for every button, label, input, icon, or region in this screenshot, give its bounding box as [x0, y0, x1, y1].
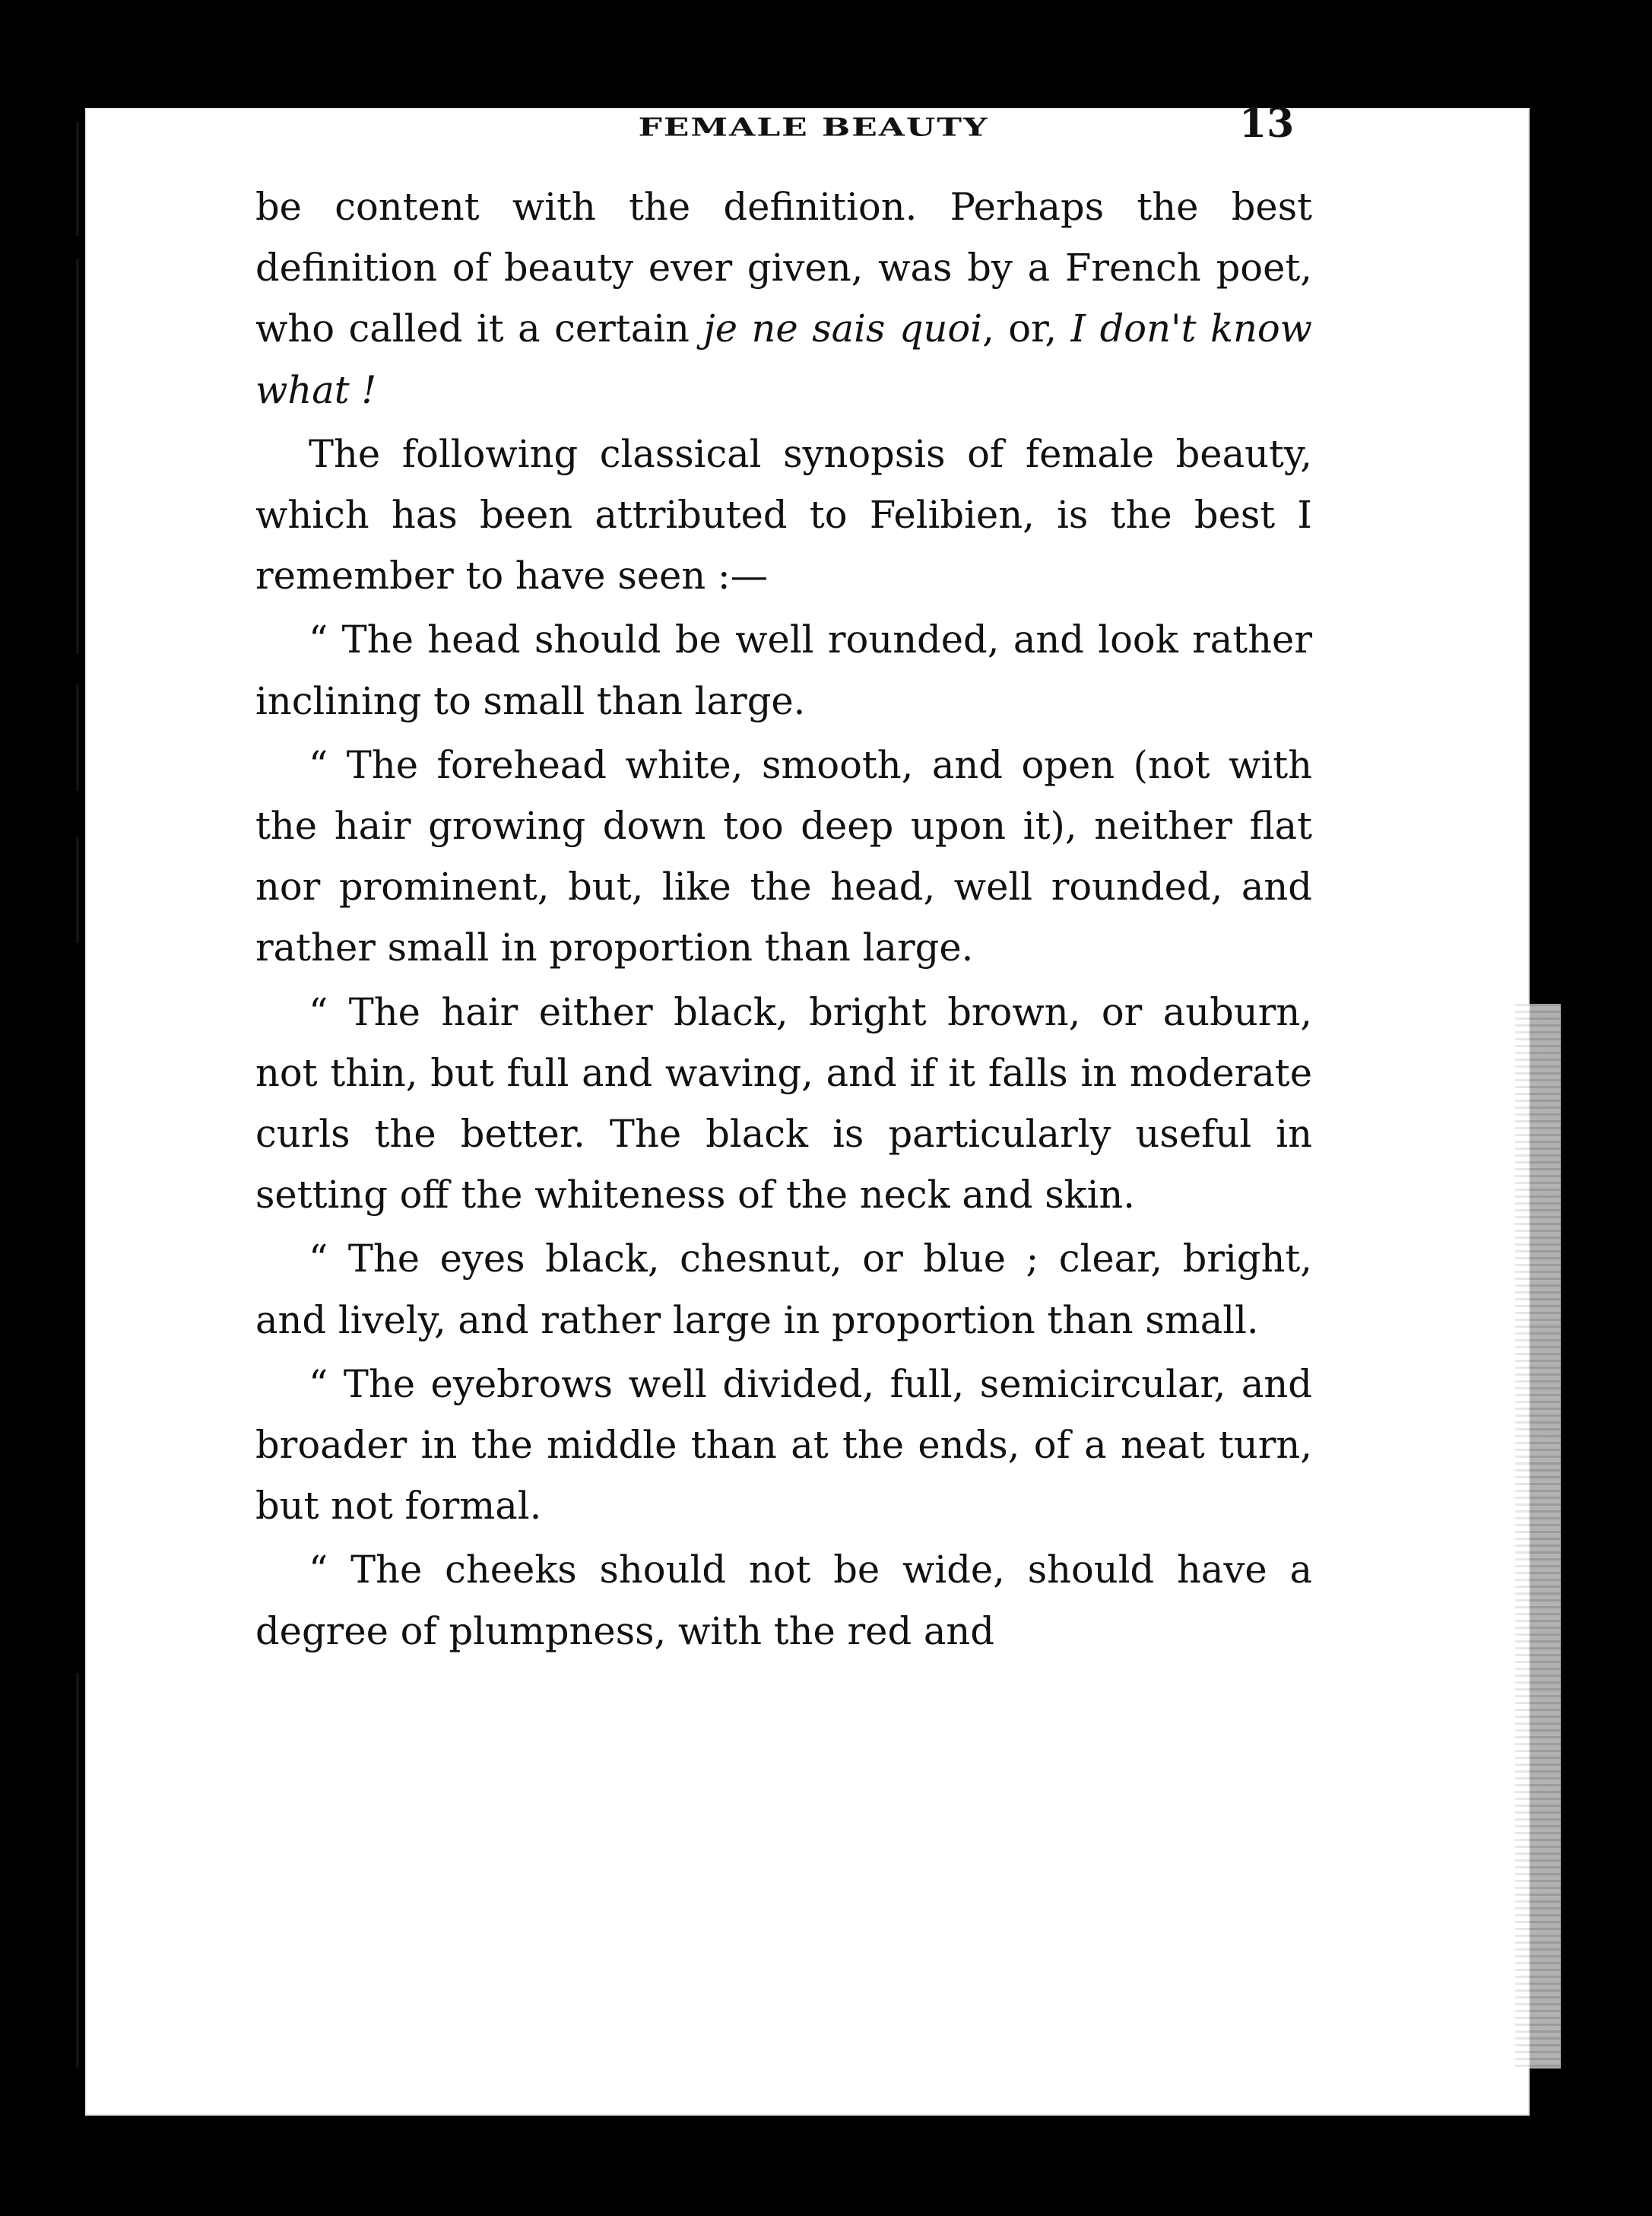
text-run: “ The cheeks should not be wide, should have a degree of plumpness, with the red and	[255, 1548, 1312, 1653]
italic-phrase: je ne sais quoi	[703, 306, 983, 351]
binding-rule	[76, 259, 79, 654]
italic-phrase: I don't know what !	[255, 306, 1312, 412]
paragraph	[255, 176, 1312, 421]
text-run: “ The eyes black, chesnut, or blue ; clear, bright, and lively, and rather large in proportion than small.	[255, 1237, 1312, 1342]
binding-edge	[0, 106, 99, 2129]
binding-rule	[76, 1673, 79, 2068]
paragraph	[255, 1539, 1312, 1661]
body-text	[255, 176, 1312, 1662]
page-number: 13	[1239, 100, 1295, 147]
running-title: FEMALE BEAUTY	[638, 113, 989, 142]
paragraph	[255, 982, 1312, 1226]
paragraph	[255, 609, 1312, 731]
text-run: , or,	[982, 306, 1071, 351]
text-run: “ The forehead white, smooth, and open (not with the hair growing down too deep upon it), neither flat nor prominent, but, like the head, well rounded, and rather small in proportion than large.	[255, 742, 1312, 970]
page-edge-texture	[1515, 1004, 1561, 2068]
text-run: “ The head should be well rounded, and look rather inclining to small than large.	[255, 617, 1312, 723]
text-run: The following classical synopsis of female beauty, which has been attributed to Felibien, is the best I remember to have seen :—	[255, 431, 1312, 598]
text-run: “ The hair either black, bright brown, or auburn, not thin, but full and waving, and if it falls in moderate curls the better. The black is particularly useful in setting off the whiteness of the neck and skin.	[255, 989, 1312, 1218]
binding-rule	[76, 122, 79, 236]
text-run: be content with the definition. Perhaps the best definition of beauty ever given, was by a French poet, who called it a certain	[255, 185, 1312, 351]
binding-rule	[76, 837, 79, 943]
paragraph	[255, 1354, 1312, 1537]
paragraph	[255, 1228, 1312, 1350]
text-run: “ The eyebrows well divided, full, semicircular, and broader in the middle than at the ends, of a neat turn, but not formal.	[255, 1361, 1312, 1529]
paragraph	[255, 735, 1312, 979]
binding-rule	[76, 684, 79, 791]
paragraph	[255, 424, 1312, 607]
